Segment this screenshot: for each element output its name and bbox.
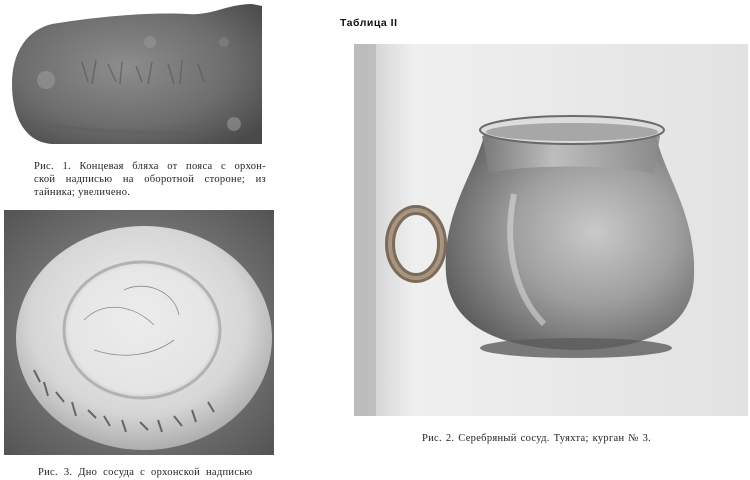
- figure-1-caption-line-1: Рис. 1. Концевая бляха от пояса с орхон-: [34, 161, 266, 172]
- figure-2-silver-vessel-photo: [354, 44, 748, 416]
- figure-2-caption: Рис. 2. Серебряный сосуд. Туяхта; курган № 3.: [422, 433, 652, 444]
- figure-1-caption-line-2: ской надписью на оборотной стороне; из: [34, 174, 266, 185]
- figure-3-caption: Рис. 3. Дно сосуда с орхонской надписью: [38, 467, 253, 478]
- figure-1-belt-plate-photo: [12, 2, 264, 150]
- figure-3-vessel-bottom-photo: [4, 210, 274, 455]
- figure-1-caption: [34, 160, 266, 199]
- table-label: Таблица II: [340, 17, 398, 29]
- figure-1-caption-line-3: тайника; увеличено.: [34, 187, 131, 198]
